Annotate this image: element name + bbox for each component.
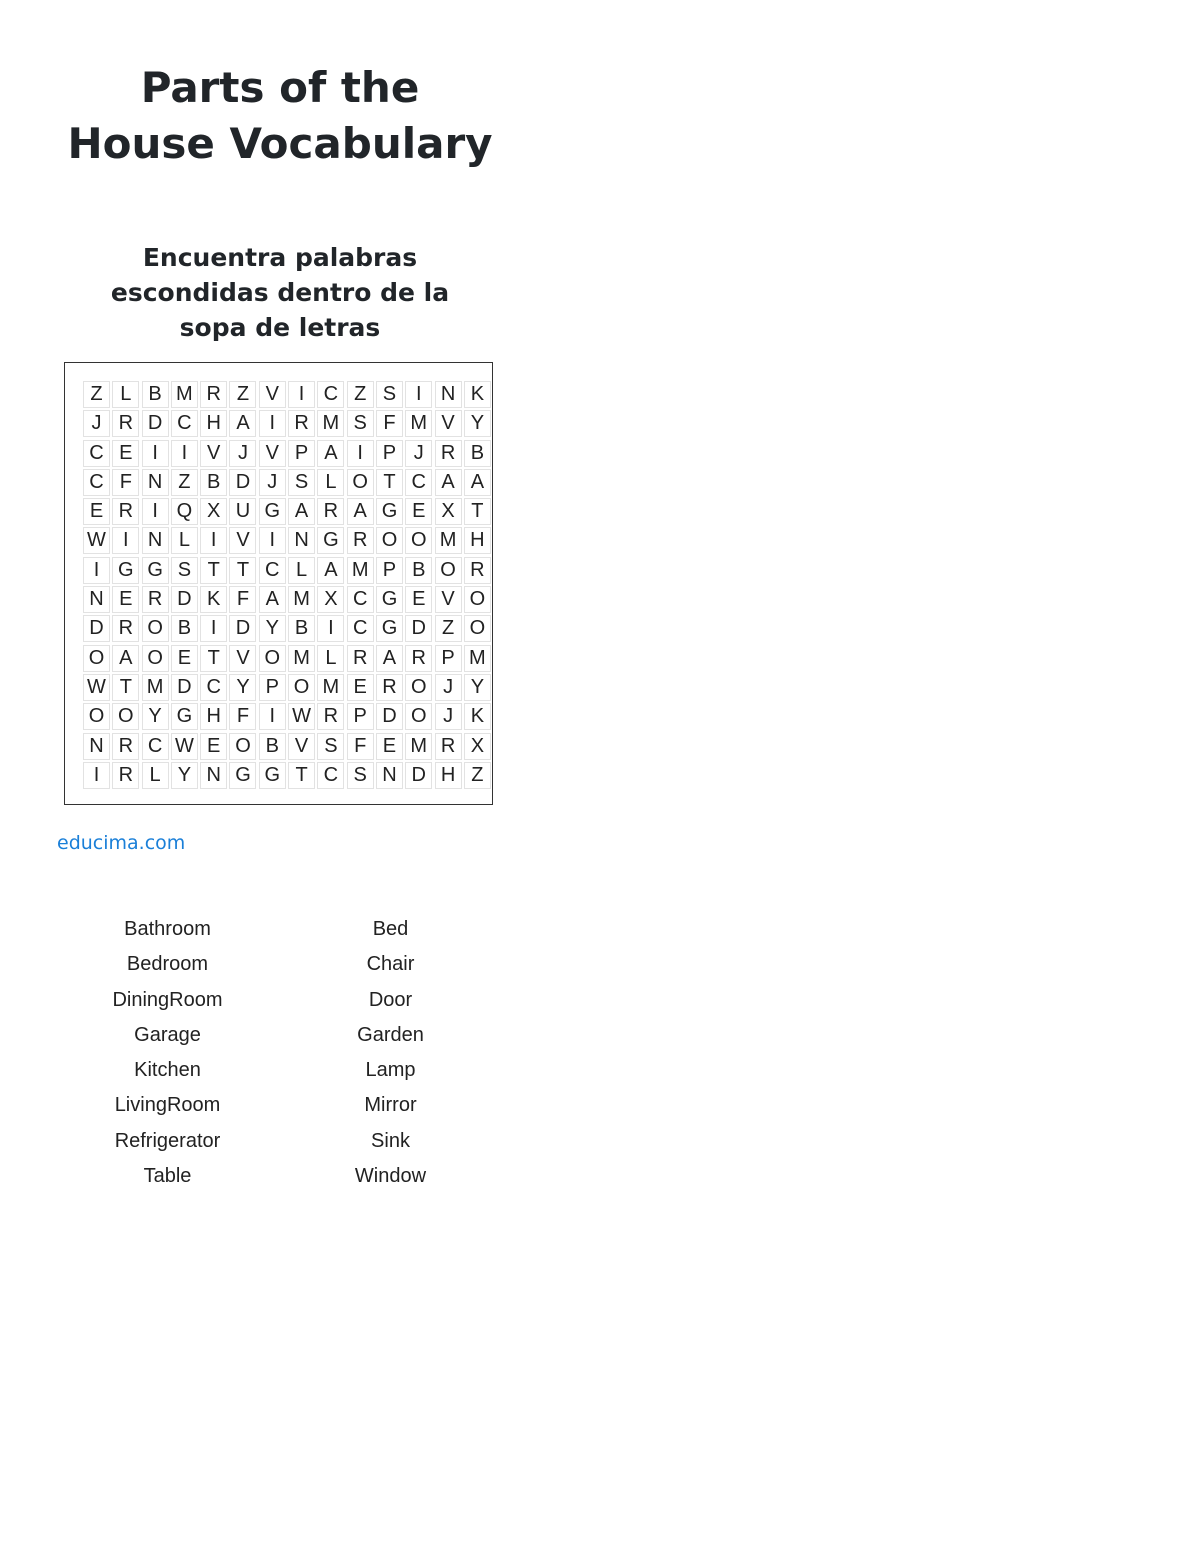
grid-cell: R bbox=[142, 586, 169, 613]
grid-cell: A bbox=[112, 645, 139, 672]
grid-cell: G bbox=[317, 527, 344, 554]
grid-cell: W bbox=[83, 527, 110, 554]
grid-cell: I bbox=[405, 381, 432, 408]
grid-cell: N bbox=[83, 733, 110, 760]
word-list-item: Sink bbox=[371, 1129, 410, 1152]
grid-cell: P bbox=[259, 674, 286, 701]
grid-cell: Q bbox=[171, 498, 198, 525]
grid-cell: H bbox=[200, 410, 227, 437]
grid-cell: T bbox=[376, 469, 403, 496]
grid-cell: W bbox=[171, 733, 198, 760]
grid-cell: I bbox=[259, 703, 286, 730]
grid-cell: B bbox=[464, 440, 491, 467]
grid-cell: R bbox=[112, 733, 139, 760]
grid-cell: N bbox=[435, 381, 462, 408]
grid-cell: A bbox=[376, 645, 403, 672]
grid-cell: V bbox=[259, 381, 286, 408]
grid-cell: G bbox=[229, 762, 256, 789]
grid-cell: E bbox=[405, 586, 432, 613]
word-list-item: Lamp bbox=[365, 1059, 416, 1082]
grid-cell: O bbox=[112, 703, 139, 730]
grid-cell: T bbox=[229, 557, 256, 584]
grid-cell: K bbox=[464, 381, 491, 408]
grid-cell: R bbox=[317, 703, 344, 730]
grid-cell: C bbox=[347, 615, 374, 642]
grid-cell: R bbox=[435, 733, 462, 760]
grid-cell: H bbox=[200, 703, 227, 730]
grid-cell: O bbox=[405, 674, 432, 701]
grid-cell: W bbox=[288, 703, 315, 730]
grid-cell: B bbox=[171, 615, 198, 642]
grid-cell: I bbox=[200, 527, 227, 554]
grid-cell: V bbox=[435, 586, 462, 613]
grid-cell: I bbox=[142, 440, 169, 467]
grid-cell: Z bbox=[464, 762, 491, 789]
grid-cell: E bbox=[83, 498, 110, 525]
grid-cell: F bbox=[229, 586, 256, 613]
grid-cell: B bbox=[142, 381, 169, 408]
grid-cell: R bbox=[347, 527, 374, 554]
grid-cell: N bbox=[142, 527, 169, 554]
grid-cell: P bbox=[376, 557, 403, 584]
grid-cell: R bbox=[405, 645, 432, 672]
grid-cell: V bbox=[288, 733, 315, 760]
grid-cell: R bbox=[112, 762, 139, 789]
grid-cell: O bbox=[435, 557, 462, 584]
grid-cell: L bbox=[142, 762, 169, 789]
grid-cell: J bbox=[83, 410, 110, 437]
grid-cell: N bbox=[376, 762, 403, 789]
grid-cell: R bbox=[200, 381, 227, 408]
grid-cell: H bbox=[435, 762, 462, 789]
grid-cell: F bbox=[229, 703, 256, 730]
grid-cell: C bbox=[142, 733, 169, 760]
grid-cell: R bbox=[376, 674, 403, 701]
grid-cell: P bbox=[435, 645, 462, 672]
grid-cell: R bbox=[288, 410, 315, 437]
grid-cell: B bbox=[288, 615, 315, 642]
grid-cell: B bbox=[200, 469, 227, 496]
grid-cell: N bbox=[288, 527, 315, 554]
grid-cell: O bbox=[259, 645, 286, 672]
grid-cell: F bbox=[376, 410, 403, 437]
grid-cell: B bbox=[405, 557, 432, 584]
grid-cell: T bbox=[288, 762, 315, 789]
grid-cell: Y bbox=[171, 762, 198, 789]
grid-cell: D bbox=[405, 615, 432, 642]
grid-cell: P bbox=[376, 440, 403, 467]
grid-cell: G bbox=[171, 703, 198, 730]
grid-cell: G bbox=[376, 615, 403, 642]
grid-cell: Y bbox=[142, 703, 169, 730]
grid-cell: Z bbox=[435, 615, 462, 642]
grid-cell: V bbox=[229, 645, 256, 672]
grid-cell: T bbox=[112, 674, 139, 701]
grid-cell: Z bbox=[229, 381, 256, 408]
grid-cell: K bbox=[200, 586, 227, 613]
grid-cell: A bbox=[347, 498, 374, 525]
source-link[interactable]: educima.com bbox=[57, 832, 186, 854]
grid-cell: C bbox=[83, 469, 110, 496]
grid-cell: V bbox=[435, 410, 462, 437]
grid-cell: M bbox=[317, 674, 344, 701]
grid-cell: I bbox=[142, 498, 169, 525]
grid-cell: D bbox=[83, 615, 110, 642]
grid-cell: M bbox=[405, 733, 432, 760]
grid-cell: I bbox=[171, 440, 198, 467]
grid-cell: I bbox=[259, 527, 286, 554]
grid-cell: S bbox=[317, 733, 344, 760]
grid-cell: F bbox=[347, 733, 374, 760]
word-list-item: Bathroom bbox=[124, 918, 211, 940]
grid-cell: K bbox=[464, 703, 491, 730]
grid-cell: J bbox=[259, 469, 286, 496]
word-list-item: Garage bbox=[134, 1023, 201, 1046]
grid-cell: J bbox=[435, 703, 462, 730]
grid-cell: R bbox=[112, 410, 139, 437]
grid-cell: M bbox=[435, 527, 462, 554]
grid-cell: S bbox=[347, 410, 374, 437]
word-list bbox=[56, 912, 502, 1194]
grid-cell: M bbox=[347, 557, 374, 584]
grid-cell: H bbox=[464, 527, 491, 554]
grid-cell: Z bbox=[83, 381, 110, 408]
grid-cell: M bbox=[142, 674, 169, 701]
grid-cell: C bbox=[317, 381, 344, 408]
grid-cell: X bbox=[200, 498, 227, 525]
grid-cell: J bbox=[229, 440, 256, 467]
page-subtitle: Encuentra palabras escondidas dentro de la sopa de letras bbox=[110, 243, 450, 342]
grid-cell: L bbox=[288, 557, 315, 584]
grid-cell: E bbox=[376, 733, 403, 760]
grid-cell: M bbox=[171, 381, 198, 408]
word-list-item: LivingRoom bbox=[114, 1094, 221, 1117]
grid-cell: O bbox=[347, 469, 374, 496]
grid-cell: C bbox=[259, 557, 286, 584]
grid-cell: X bbox=[464, 733, 491, 760]
grid-cell: D bbox=[171, 586, 198, 613]
grid-cell: G bbox=[376, 586, 403, 613]
grid-cell: Y bbox=[229, 674, 256, 701]
letter-grid bbox=[82, 380, 492, 790]
grid-cell: C bbox=[83, 440, 110, 467]
grid-cell: S bbox=[347, 762, 374, 789]
grid-cell: A bbox=[435, 469, 462, 496]
grid-cell: E bbox=[200, 733, 227, 760]
grid-cell: O bbox=[142, 615, 169, 642]
grid-cell: O bbox=[376, 527, 403, 554]
grid-cell: O bbox=[83, 645, 110, 672]
page-title: Parts of the House Vocabulary bbox=[67, 63, 493, 168]
grid-cell: R bbox=[435, 440, 462, 467]
grid-cell: C bbox=[200, 674, 227, 701]
grid-cell: T bbox=[200, 645, 227, 672]
grid-cell: I bbox=[317, 615, 344, 642]
grid-cell: X bbox=[317, 586, 344, 613]
grid-cell: E bbox=[347, 674, 374, 701]
word-list-item: Garden bbox=[357, 1023, 424, 1046]
grid-cell: Y bbox=[464, 674, 491, 701]
word-list-item: Chair bbox=[366, 953, 415, 976]
grid-cell: U bbox=[229, 498, 256, 525]
grid-cell: N bbox=[200, 762, 227, 789]
grid-cell: A bbox=[317, 440, 344, 467]
grid-cell: D bbox=[229, 615, 256, 642]
grid-cell: I bbox=[347, 440, 374, 467]
grid-cell: E bbox=[112, 440, 139, 467]
grid-cell: I bbox=[200, 615, 227, 642]
grid-cell: I bbox=[83, 557, 110, 584]
grid-cell: J bbox=[405, 440, 432, 467]
grid-cell: E bbox=[171, 645, 198, 672]
grid-cell: O bbox=[229, 733, 256, 760]
grid-cell: J bbox=[435, 674, 462, 701]
word-list-item: Kitchen bbox=[134, 1059, 201, 1082]
grid-cell: I bbox=[83, 762, 110, 789]
grid-cell: V bbox=[259, 440, 286, 467]
grid-cell: M bbox=[464, 645, 491, 672]
word-list-item: DiningRoom bbox=[112, 988, 223, 1011]
grid-cell: O bbox=[288, 674, 315, 701]
word-list-item: Window bbox=[354, 1165, 427, 1188]
grid-cell: P bbox=[288, 440, 315, 467]
grid-cell: O bbox=[464, 615, 491, 642]
grid-cell: L bbox=[171, 527, 198, 554]
grid-cell: L bbox=[317, 469, 344, 496]
grid-cell: V bbox=[229, 527, 256, 554]
grid-cell: O bbox=[142, 645, 169, 672]
grid-cell: A bbox=[259, 586, 286, 613]
word-list-item: Bed bbox=[372, 918, 409, 940]
word-list-item: Table bbox=[143, 1165, 192, 1188]
grid-cell: I bbox=[259, 410, 286, 437]
grid-cell: M bbox=[405, 410, 432, 437]
grid-cell: B bbox=[259, 733, 286, 760]
grid-cell: Y bbox=[259, 615, 286, 642]
grid-cell: A bbox=[288, 498, 315, 525]
grid-cell: X bbox=[435, 498, 462, 525]
grid-cell: E bbox=[112, 586, 139, 613]
grid-cell: R bbox=[317, 498, 344, 525]
grid-cell: L bbox=[112, 381, 139, 408]
grid-cell: G bbox=[259, 762, 286, 789]
grid-cell: S bbox=[376, 381, 403, 408]
grid-cell: G bbox=[259, 498, 286, 525]
grid-cell: R bbox=[347, 645, 374, 672]
grid-cell: O bbox=[464, 586, 491, 613]
word-list-item: Mirror bbox=[364, 1094, 417, 1117]
grid-cell: C bbox=[405, 469, 432, 496]
grid-cell: O bbox=[405, 703, 432, 730]
grid-cell: G bbox=[112, 557, 139, 584]
grid-cell: C bbox=[347, 586, 374, 613]
grid-cell: Z bbox=[171, 469, 198, 496]
grid-cell: I bbox=[112, 527, 139, 554]
grid-cell: N bbox=[83, 586, 110, 613]
grid-cell: R bbox=[112, 615, 139, 642]
word-list-item: Door bbox=[368, 988, 413, 1011]
grid-cell: P bbox=[347, 703, 374, 730]
grid-cell: D bbox=[142, 410, 169, 437]
grid-cell: D bbox=[171, 674, 198, 701]
grid-cell: D bbox=[405, 762, 432, 789]
grid-cell: F bbox=[112, 469, 139, 496]
grid-cell: Y bbox=[464, 410, 491, 437]
grid-cell: C bbox=[317, 762, 344, 789]
grid-cell: D bbox=[376, 703, 403, 730]
grid-cell: O bbox=[405, 527, 432, 554]
grid-cell: W bbox=[83, 674, 110, 701]
grid-cell: S bbox=[288, 469, 315, 496]
grid-cell: O bbox=[83, 703, 110, 730]
grid-cell: M bbox=[317, 410, 344, 437]
grid-cell: R bbox=[464, 557, 491, 584]
grid-cell: G bbox=[142, 557, 169, 584]
grid-cell: L bbox=[317, 645, 344, 672]
grid-cell: V bbox=[200, 440, 227, 467]
grid-cell: Z bbox=[347, 381, 374, 408]
grid-cell: M bbox=[288, 586, 315, 613]
grid-cell: I bbox=[288, 381, 315, 408]
grid-cell: A bbox=[229, 410, 256, 437]
grid-cell: C bbox=[171, 410, 198, 437]
grid-cell: M bbox=[288, 645, 315, 672]
grid-cell: A bbox=[317, 557, 344, 584]
grid-cell: R bbox=[112, 498, 139, 525]
grid-cell: A bbox=[464, 469, 491, 496]
grid-cell: S bbox=[171, 557, 198, 584]
grid-cell: N bbox=[142, 469, 169, 496]
word-list-item: Bedroom bbox=[126, 953, 209, 976]
grid-cell: E bbox=[405, 498, 432, 525]
grid-cell: T bbox=[464, 498, 491, 525]
grid-cell: D bbox=[229, 469, 256, 496]
grid-cell: T bbox=[200, 557, 227, 584]
word-search-puzzle bbox=[64, 362, 493, 805]
grid-cell: G bbox=[376, 498, 403, 525]
word-list-item: Refrigerator bbox=[114, 1129, 221, 1152]
